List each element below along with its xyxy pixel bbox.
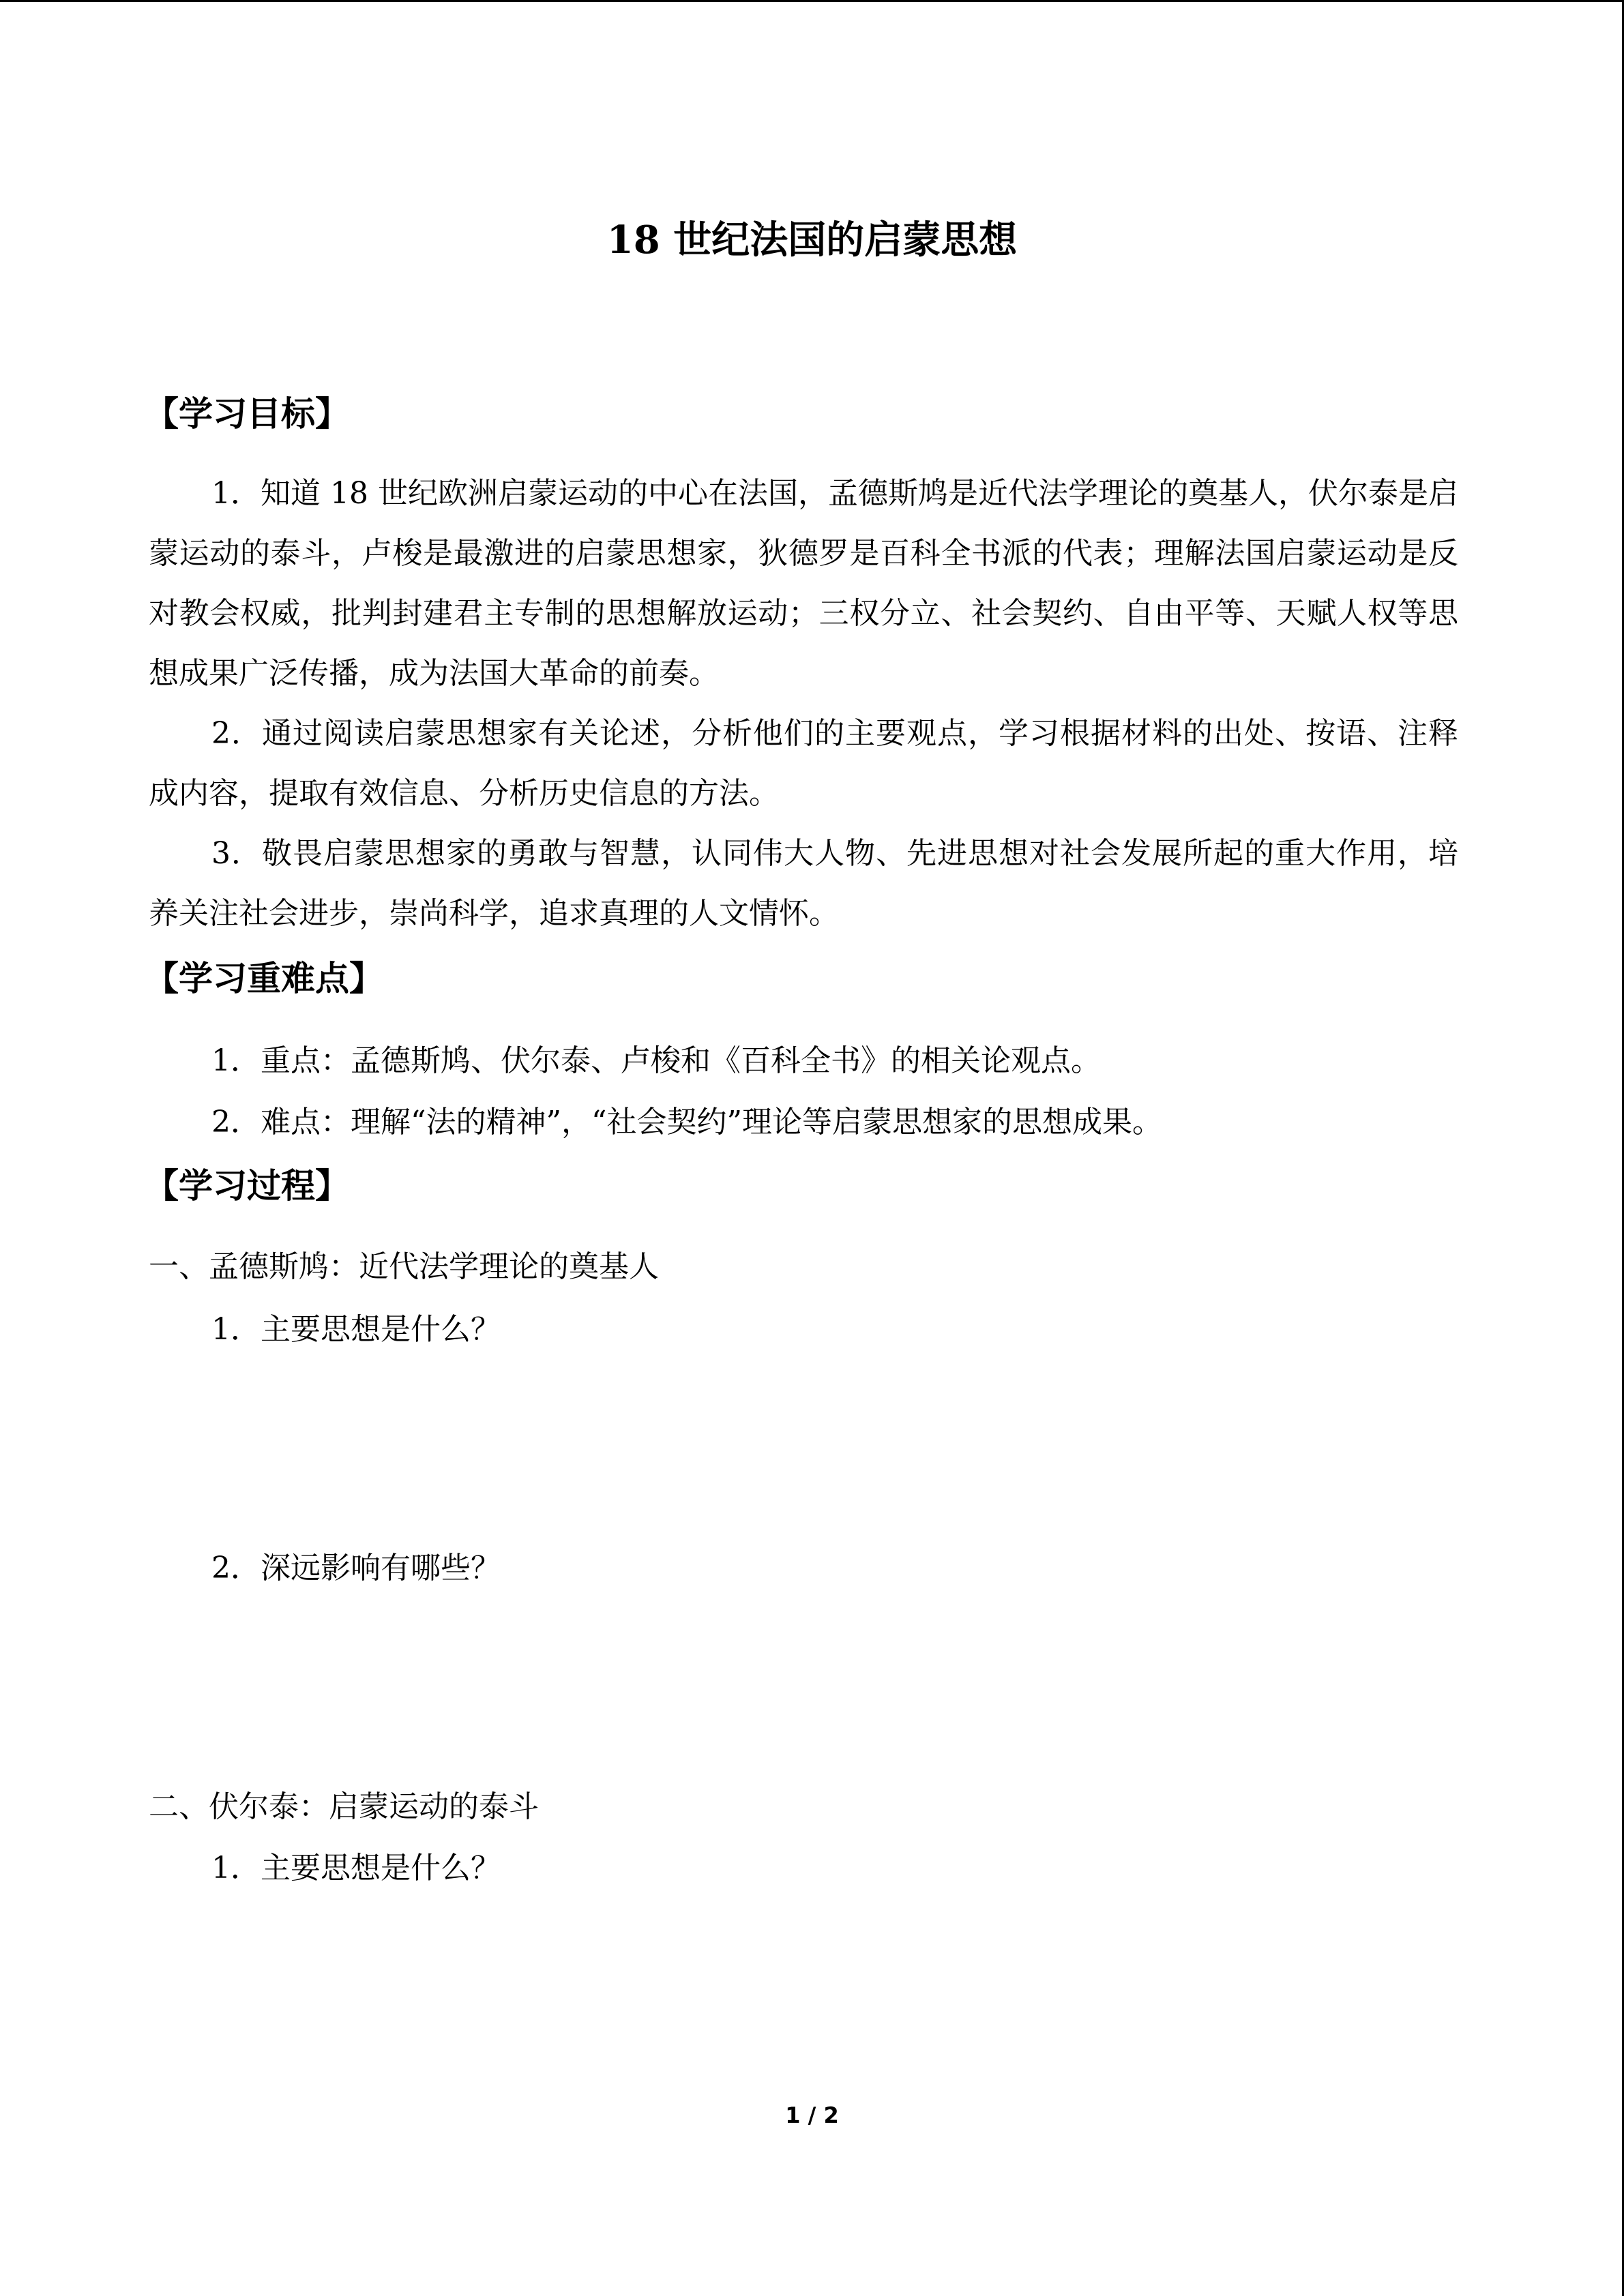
key-point-item-2: 2．难点：理解“法的精神”，“社会契约”理论等启蒙思想家的思想成果。 bbox=[211, 1105, 1162, 1139]
process-part-1-title: 一、孟德斯鸠：近代法学理论的奠基人 bbox=[149, 1249, 659, 1284]
section-heading-process: 【学习过程】 bbox=[145, 1166, 349, 1206]
objective-paragraph-3: 3．敬畏启蒙思想家的勇敢与智慧，认同伟大人物、先进思想对社会发展所起的重大作用，培养关注社会进步，崇尚科学，追求真理的人文情怀。 bbox=[149, 836, 1458, 931]
process-part-1-question-1: 1．主要思想是什么？ bbox=[211, 1312, 501, 1347]
section-heading-key-points: 【学习重难点】 bbox=[145, 959, 383, 998]
key-point-item-1: 1．重点：孟德斯鸠、伏尔泰、卢梭和《百科全书》的相关论观点。 bbox=[211, 1043, 1101, 1078]
objective-paragraph-1: 1．知道 18 世纪欧洲启蒙运动的中心在法国，孟德斯鸠是近代法学理论的奠基人，伏尔泰是启蒙运动的泰斗，卢梭是最激进的启蒙思想家，狄德罗是百科全书派的代表；理解法国启蒙运动是反对教会权威，批判封建君主专制的思想解放运动；三权分立、社会契约、自由平等、天赋人权等思想成果广泛传播，成为法国大革命的前奏。 bbox=[149, 476, 1458, 691]
page-number: 1 / 2 bbox=[785, 2102, 839, 2128]
process-part-2-question-1: 1．主要思想是什么？ bbox=[211, 1851, 501, 1885]
process-part-2-title: 二、伏尔泰：启蒙运动的泰斗 bbox=[149, 1789, 539, 1824]
document-title: 18 世纪法国的启蒙思想 bbox=[606, 218, 1018, 263]
objective-paragraph-2: 2．通过阅读启蒙思想家有关论述，分析他们的主要观点，学习根据材料的出处、按语、注释成内容，提取有效信息、分析历史信息的方法。 bbox=[149, 716, 1458, 811]
section-heading-objectives: 【学习目标】 bbox=[145, 394, 349, 434]
process-part-1-question-2: 2．深远影响有哪些？ bbox=[211, 1551, 501, 1585]
